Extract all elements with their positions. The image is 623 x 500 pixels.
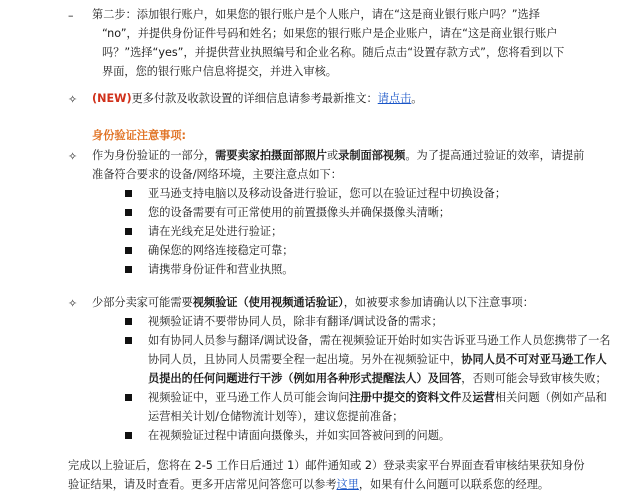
video-bullet-text: 相关问题（例如产品和	[494, 391, 607, 404]
here-link[interactable]: 这里	[336, 478, 359, 491]
video-bullet-2-line-1: 如有协同人员参与翻译/调试设备，需在视频验证开始时如实告诉亚马逊工作人员您携带了一名	[148, 334, 611, 347]
identity-bullet-1: 亚马逊支持电脑以及移动设备进行验证，您可以在验证过程中切换设备；	[148, 187, 507, 200]
bullet-square-icon	[125, 432, 132, 439]
video-bullet-bold: 运营	[472, 391, 495, 404]
video-bullet-bold: 协同人员不可对亚马逊工作人	[461, 353, 607, 366]
bullet-square-icon	[125, 394, 132, 401]
step2-line-2: “no”，并提供身份证件号码和姓名；如果您的银行账户是企业账户，请在“这是商业银行账户	[102, 27, 558, 40]
bullet-square-icon	[125, 266, 132, 273]
bullet-square-icon	[125, 190, 132, 197]
click-here-link[interactable]: 请点击	[377, 92, 412, 105]
bullet-square-icon	[125, 247, 132, 254]
new-badge: (NEW)	[92, 92, 132, 105]
closing-text: ，如果有什么问题可以联系您的经理。	[358, 478, 550, 491]
closing-line-2	[68, 475, 549, 494]
video-intro-text: 少部分卖家可能需要	[92, 296, 193, 309]
video-bullet-text: 及	[461, 391, 473, 404]
identity-bullet-4: 确保您的网络连接稳定可靠；	[148, 244, 294, 257]
video-intro-text: ，如被要求参加请确认以下注意事项：	[343, 296, 534, 309]
video-bullet-4: 在视频验证过程中请面向摄像头，并如实回答被问到的问题。	[148, 429, 451, 442]
diamond-marker-icon: ✧	[68, 297, 78, 310]
closing-line-1: 完成以上验证后，您将在 2-5 工作日后通过 1）邮件通知或 2）登录卖家平台界面查看审核结果获知身份	[68, 459, 585, 472]
identity-para-line-1	[92, 146, 584, 165]
video-bullet-3-line-1	[148, 388, 607, 407]
new-note-text: 更多付款及收款设置的详细信息请参考最新推文：	[131, 92, 378, 105]
bullet-square-icon	[125, 337, 132, 344]
bullet-square-icon	[125, 209, 132, 216]
identity-bold-video: 录制面部视频	[338, 149, 406, 162]
video-bullet-text: ，否则可能会导致审核失败；	[461, 372, 607, 385]
video-bullet-2-line-3	[148, 369, 607, 388]
video-bullet-3-line-2: 运营相关计划/仓储物流计划等），建议您提前准备；	[148, 410, 404, 423]
step2-line-1: 第二步：添加银行账户，如果您的银行账户是个人账户，请在“这是商业银行账户吗？”选择	[92, 8, 540, 21]
dash-marker: –	[68, 9, 74, 22]
diamond-marker-icon: ✧	[68, 93, 78, 106]
closing-text: 验证结果，请及时查看。更多开店常见问答您可以参考	[68, 478, 337, 491]
step2-line-4: 界面，您的银行账户信息将提交，并进入审核。	[102, 65, 337, 78]
new-note-line	[92, 89, 423, 108]
video-bullet-text: 协同人员，且协同人员需要全程一起出境。另外在视频验证中，	[148, 353, 462, 366]
identity-heading: 身份验证注意事项:	[92, 129, 186, 142]
video-intro-bold: 视频验证（使用视频通话验证）	[192, 296, 344, 309]
identity-text: 。为了提高通过验证的效率，请提前	[405, 149, 585, 162]
video-bullet-1: 视频验证请不要带协同人员，除非有翻译/调试设备的需求；	[148, 315, 443, 328]
identity-text: 作为身份验证的一部分，	[92, 149, 216, 162]
video-bullet-bold: 员提出的任何问题进行干涉（例如用各种形式提醒法人）及回答	[148, 372, 462, 385]
diamond-marker-icon: ✧	[68, 150, 78, 163]
video-bullet-2-line-2	[148, 350, 607, 369]
bullet-square-icon	[125, 228, 132, 235]
identity-bold-photo: 需要卖家拍摄面部照片	[215, 149, 327, 162]
video-intro	[92, 293, 534, 312]
identity-text: 或	[326, 149, 339, 162]
identity-bullet-3: 请在光线充足处进行验证；	[148, 225, 283, 238]
video-bullet-text: 视频验证中，亚马逊工作人员可能会询问	[148, 391, 350, 404]
identity-bullet-5: 请携带身份证件和营业执照。	[148, 263, 294, 276]
new-note-end: 。	[411, 92, 423, 105]
identity-bullet-2: 您的设备需要有可正常使用的前置摄像头并确保摄像头清晰；	[148, 206, 451, 219]
identity-para-line-2: 准备符合要求的设备/网络环境，主要注意点如下：	[92, 168, 342, 181]
bullet-square-icon	[125, 318, 132, 325]
video-bullet-bold: 注册中提交的资料文件	[349, 391, 462, 404]
step2-line-3: 吗？”选择“yes”，并提供营业执照编号和企业名称。随后点击“设置存款方式”，您将看到以下	[102, 46, 565, 59]
